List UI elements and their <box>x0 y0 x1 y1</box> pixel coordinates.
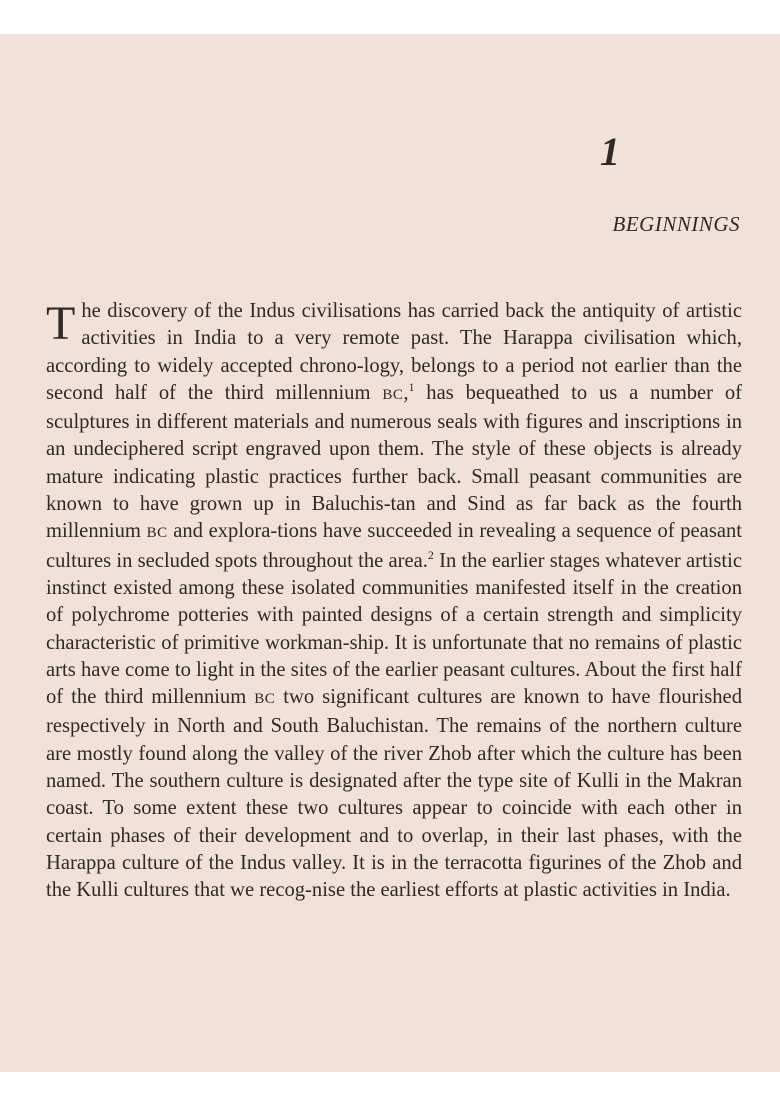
era-abbreviation: BC <box>382 386 404 403</box>
era-abbreviation: BC <box>254 691 276 708</box>
drop-cap: T <box>46 297 76 350</box>
text-segment: two significant cultures are known to have flourished respectively in North and South Baluchistan. The remains of the northern culture are mostly found along the valley of the river Zhob after which the culture has been named. The southern culture is designated after the type site of Kulli in the Makran coast. To some extent these two cultures appear to coincide with each other in certain phases of their development and to overlap, in their last phases, with the Harappa culture of the Indus valley. It is in the terracotta figurines of the Zhob and the Kulli cultures that we recog-nise the earliest efforts at plastic activities in India. <box>46 686 742 902</box>
chapter-number: 1 <box>600 129 620 174</box>
text-segment: has bequeathed to us a number of sculptures in different materials and numerous seals with figures and inscriptions in an undeciphered script engraved upon them. The style of these objects is already mature indicating plastic practices further back. Small peasant communities are known to have grown up in Baluchis-tan and Sind as far back as the fourth millennium <box>46 381 742 543</box>
footnote-marker: 2 <box>427 547 434 562</box>
era-abbreviation: BC <box>146 525 168 542</box>
body-paragraph <box>46 298 742 905</box>
chapter-title: BEGINNINGS <box>612 212 740 236</box>
text-segment: In the earlier stages whatever artistic instinct existed among these isolated communities manifested itself in the creation of polychrome potteries with painted designs of a certain strength and simplicity characteristic of primitive workman-ship. It is unfortunate that no remains of plastic arts have come to light in the sites of the earlier peasant cultures. About the first half of the third millennium <box>46 549 742 709</box>
text-segment: , <box>403 381 409 404</box>
text-segment: he discovery of the Indus civilisations has carried back the antiquity of artistic activities in India to a very remote past. The Harappa civilisation which, according to widely accepted chrono-logy, belongs to a period not earlier than the second half of the third millennium <box>46 300 742 404</box>
footnote-marker: 1 <box>408 380 415 395</box>
text-segment: and explora-tions have succeeded in revealing a sequence of peasant cultures in secluded spots throughout the area. <box>46 520 742 572</box>
book-page <box>0 34 780 1072</box>
